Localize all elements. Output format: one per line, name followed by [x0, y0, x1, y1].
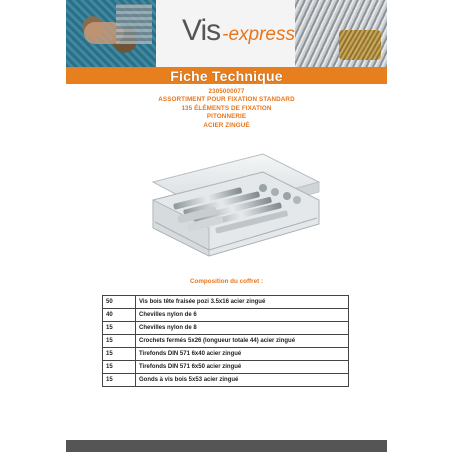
qty-cell: 15 [103, 348, 136, 361]
product-line: 135 ÉLÉMENTS DE FIXATION [181, 104, 272, 112]
table-row [103, 322, 349, 335]
technical-sheet-page [66, 0, 387, 452]
footer-bar [66, 440, 387, 452]
desc-cell: Chevilles nylon de 6 [136, 309, 349, 322]
qty-cell: 15 [103, 361, 136, 374]
product-line: ASSORTIMENT POUR FIXATION STANDARD [158, 96, 295, 104]
composition-table [102, 295, 349, 387]
desc-cell: Gonds à vis bois 5x53 acier zingué [136, 374, 349, 387]
desc-cell: Chevilles nylon de 8 [136, 322, 349, 335]
desc-cell: Tirefonds DIN 571 6x40 acier zingué [136, 348, 349, 361]
title-bar [66, 67, 387, 84]
product-reference: 2305000077 [208, 88, 245, 95]
qty-cell: 40 [103, 309, 136, 322]
gold-screws-shape [339, 30, 381, 60]
screws-photo [295, 0, 387, 67]
product-headlines [66, 88, 387, 130]
qty-cell: 15 [103, 322, 136, 335]
qty-cell: 15 [103, 374, 136, 387]
desc-cell: Vis bois tête fraisée pozi 3.5x16 acier zingué [136, 296, 349, 309]
desc-cell: Crochets fermés 5x26 (longueur totale 44) acier zingué [136, 335, 349, 348]
table-row [103, 348, 349, 361]
product-line: ACIER ZINGUÉ [203, 121, 250, 129]
tray-shape [116, 4, 152, 44]
qty-cell: 15 [103, 335, 136, 348]
table-row [103, 374, 349, 387]
table-row [103, 309, 349, 322]
table-row [103, 335, 349, 348]
logo-main-text: Vis [182, 14, 221, 47]
logo-suffix-text: -express [222, 24, 295, 45]
header-banner [66, 0, 387, 67]
page-title: Fiche Technique [170, 67, 283, 84]
vis-express-logo[interactable] [182, 14, 295, 46]
composition-title: Composition du coffret : [189, 278, 264, 285]
table-row [103, 361, 349, 374]
table-row [103, 296, 349, 309]
product-line: PITONNERIE [206, 113, 247, 121]
desc-cell: Tirefonds DIN 571 6x50 acier zingué [136, 361, 349, 374]
qty-cell: 50 [103, 296, 136, 309]
product-box-image [143, 152, 323, 260]
workshop-photo [66, 0, 156, 67]
